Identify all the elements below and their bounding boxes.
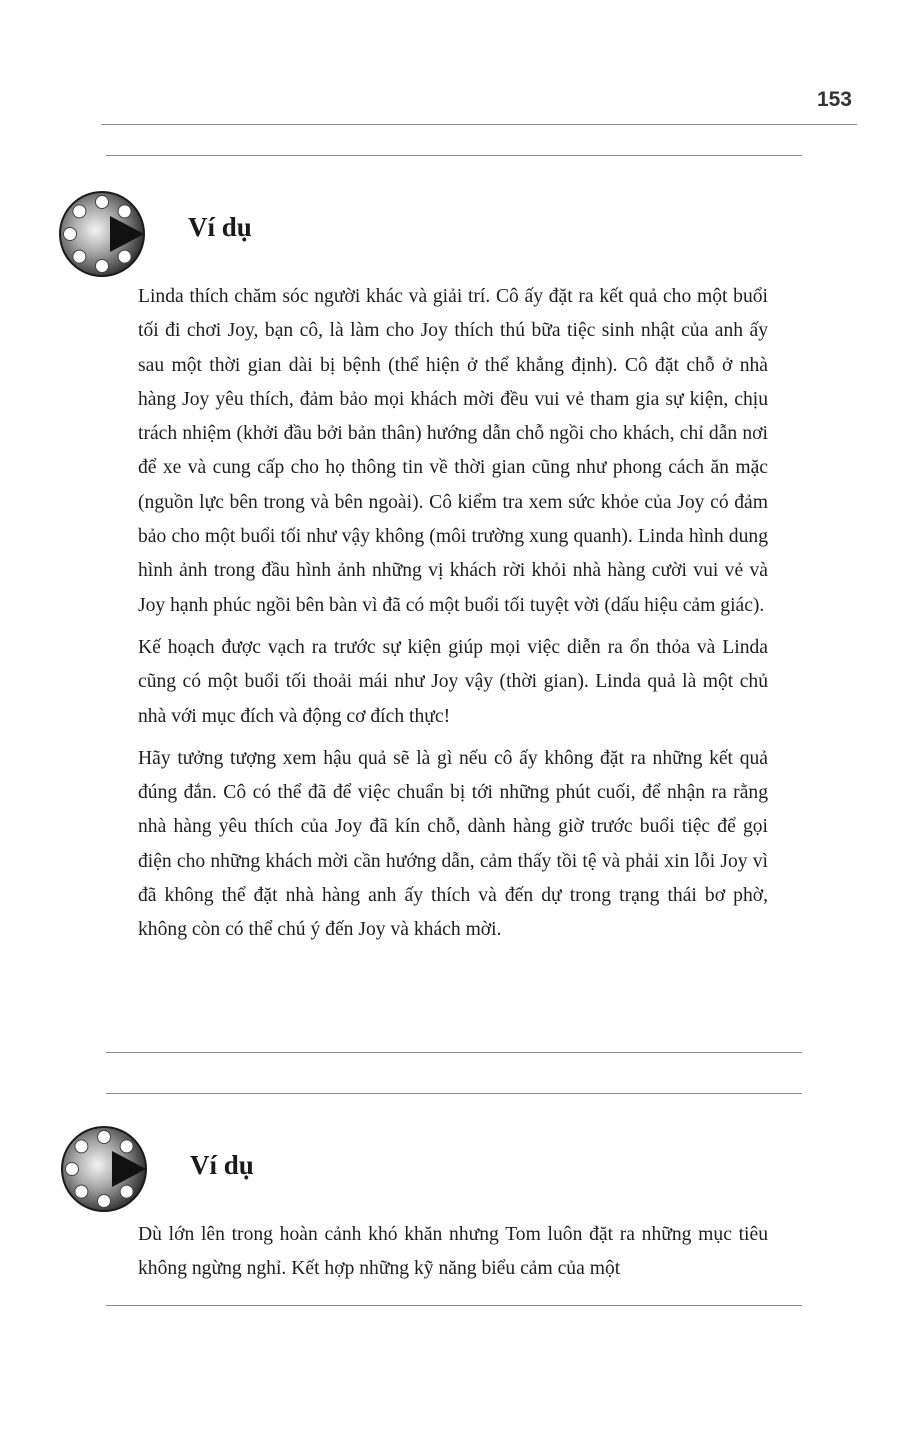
example-title: Ví dụ [190,1150,254,1180]
paragraph: Kế hoạch được vạch ra trước sự kiện giúp mọi việc diễn ra ổn thỏa và Linda cũng có một buổi tối thoải mái như Joy vậy (thời gian). Linda quả là một chủ nhà với mục đích và động cơ đích thực! [138,636,768,727]
box-top-rule [106,1093,802,1094]
box-top-rule [106,155,802,156]
box-bottom-rule [106,1305,802,1306]
paragraph: Linda thích chăm sóc người khác và giải trí. Cô ấy đặt ra kết quả cho một buổi tối đi chơi Joy, bạn cô, là làm cho Joy thích thú bữa tiệc sinh nhật của anh ấy sau một thời gian dài bị bệnh (thể hiện ở thể khẳng định). Cô đặt chỗ ở nhà hàng Joy yêu thích, đảm bảo mọi khách mời đều vui vẻ tham gia sự kiện, chịu trách nhiệm (khởi đầu bởi bản thân) hướng dẫn chỗ ngồi cho khách, chỉ dẫn nơi để xe và cung cấp cho họ thông tin về thời gian cũng như phong cách ăn mặc (nguồn lực bên trong và bên ngoài). Cô kiểm tra xem sức khỏe của Joy có đảm bảo cho một buổi tối như vậy không (môi trường xung quanh). Linda hình dung hình ảnh trong đầu hình ảnh những vị khách rời khỏi nhà hàng cười vui vẻ và Joy hạnh phúc ngồi bên bàn vì đã có một buổi tối tuyệt vời (dấu hiệu cảm giác). [138,286,768,616]
paragraph: Hãy tưởng tượng xem hậu quả sẽ là gì nếu cô ấy không đặt ra những kết quả đúng đắn. Cô có thể đã để việc chuẩn bị tới những phút cuối, để nhận ra rằng nhà hàng yêu thích của Joy đã kín chỗ, dành hàng giờ trước buổi tiệc để gọi điện cho những khách mời cần hướng dẫn, cảm thấy tồi tệ và phải xin lỗi Joy vì đã không thể đặt nhà hàng anh ấy thích và đến dự trong trạng thái bơ phờ, không còn có thể chú ý đến Joy và khách mời. [138,747,768,941]
page-number: 153 [816,88,852,111]
example-body [138,1218,768,1295]
header-rule [101,124,857,125]
film-reel-play-icon [60,1125,148,1213]
paragraph: Dù lớn lên trong hoàn cảnh khó khăn nhưng Tom luôn đặt ra những mục tiêu không ngừng nghỉ. Kết hợp những kỹ năng biểu cảm của một [138,1224,768,1280]
box-bottom-rule [106,1052,802,1053]
film-reel-play-icon [58,190,146,278]
example-title: Ví dụ [188,212,252,242]
example-body [138,280,768,956]
